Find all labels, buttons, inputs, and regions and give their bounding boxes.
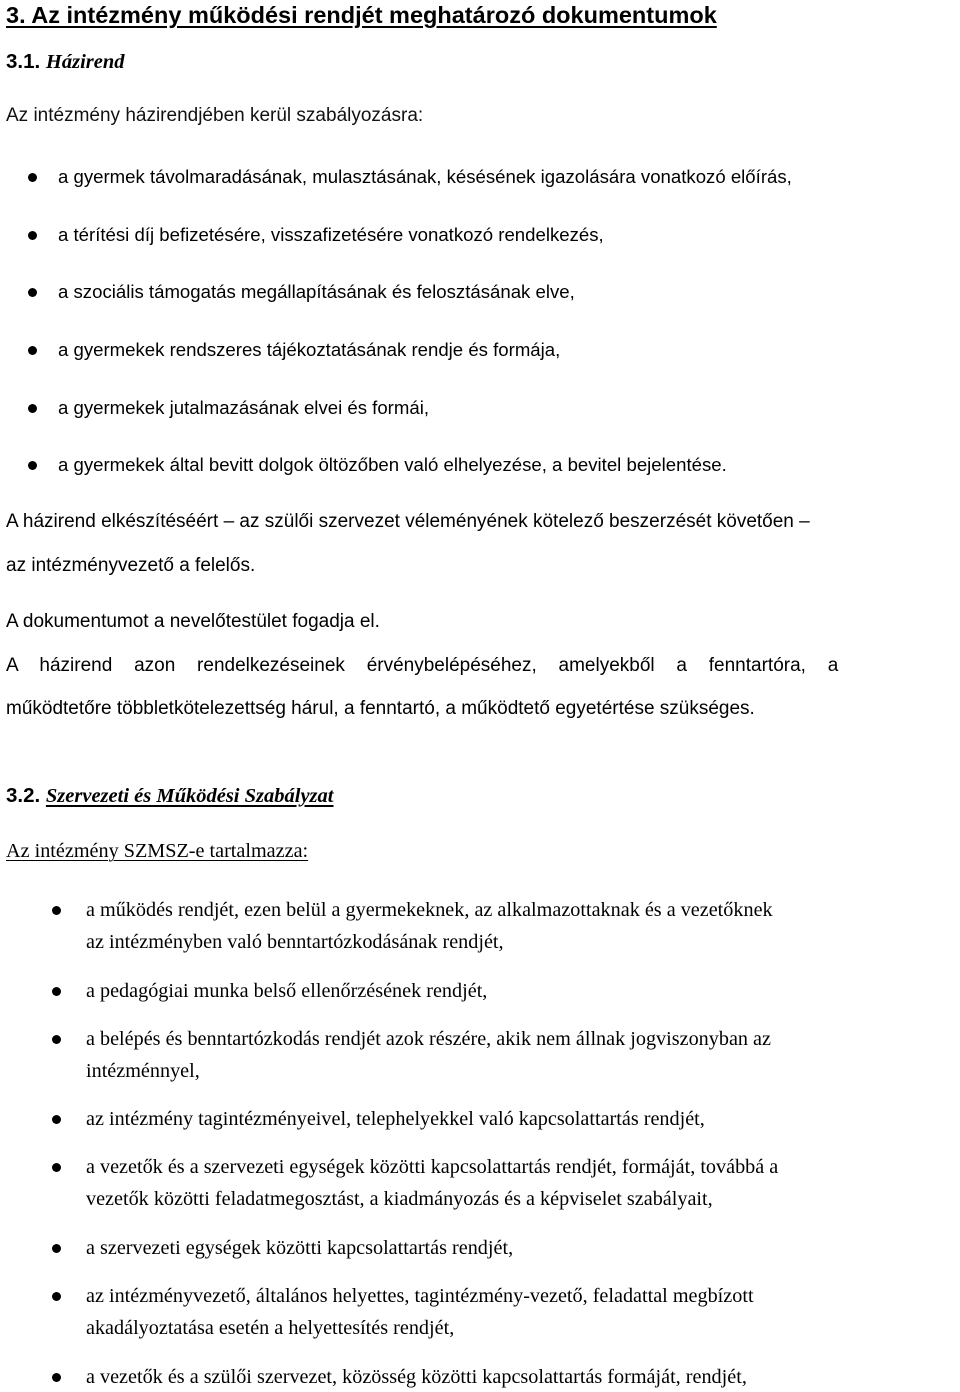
bullet-icon <box>52 1035 61 1044</box>
bullet-icon <box>28 461 37 470</box>
bullet-icon <box>28 231 37 240</box>
list-item-text: a térítési díj befizetésére, visszafizetésére vonatkozó rendelkezés, <box>58 224 604 245</box>
bullet-icon <box>52 1292 61 1301</box>
subsection-number: 3.2. <box>6 784 41 807</box>
list-item-text: a gyermekek által bevitt dolgok öltözőben való elhelyezése, a bevitel bejelentése. <box>58 454 727 475</box>
paragraph-line: A házirend azon rendelkezéseinek érvénybelépéséhez, amelyekből a fenntartóra, a <box>6 655 839 676</box>
subsection-title: Házirend <box>45 51 125 73</box>
list-item-text: a gyermekek jutalmazásának elvei és formái, <box>58 397 430 418</box>
list-item-text: a szociális támogatás megállapításának és felosztásának elve, <box>58 281 575 302</box>
paragraph-line: működtetőre többletkötelezettség hárul, a fenntartó, a működtető egyetértése szükséges. <box>6 698 755 719</box>
list-item-text-continued: akadályoztatása esetén a helyettesítés rendjét, <box>86 1317 455 1339</box>
list-item-text: a vezetők és a szülői szervezet, közösség közötti kapcsolattartás formáját, rendjét, <box>86 1366 747 1388</box>
list-item-text: a gyermekek rendszeres tájékoztatásának rendje és formája, <box>58 339 561 360</box>
list-item-text: a pedagógiai munka belső ellenőrzésének rendjét, <box>86 980 488 1002</box>
subsection-title: Szervezeti és Működési Szabályzat <box>45 785 334 807</box>
bullet-icon <box>28 346 37 355</box>
paragraph-line: az intézményvezető a felelős. <box>6 555 256 576</box>
paragraph-line: A házirend elkészítéséért – az szülői szervezet véleményének kötelező beszerzését követően – <box>6 511 810 532</box>
bullet-icon <box>52 987 61 996</box>
list-item-text: az intézmény tagintézményeivel, telephelyekkel való kapcsolattartás rendjét, <box>86 1108 705 1130</box>
list-item-text-continued: vezetők közötti feladatmegosztást, a kiadmányozás és a képviselet szabályait, <box>86 1188 713 1210</box>
list-item-text: a belépés és benntartózkodás rendjét azok részére, akik nem állnak jogviszonyban az <box>86 1028 771 1050</box>
subsection-heading-szmsz <box>6 782 333 810</box>
list-item-text-continued: az intézményben való benntartózkodásának rendjét, <box>86 931 504 953</box>
section-heading: 3. Az intézmény működési rendjét meghatározó dokumentumok <box>6 2 717 28</box>
paragraph: A dokumentumot a nevelőtestület fogadja el. <box>6 611 380 632</box>
bullet-icon <box>28 404 37 413</box>
bullet-icon <box>52 906 61 915</box>
list-item-text: a vezetők és a szervezeti egységek közötti kapcsolattartás rendjét, formáját, továbbá a <box>86 1156 779 1178</box>
subsection-heading-hazirend <box>6 48 125 76</box>
list-item-text: a működés rendjét, ezen belül a gyermekeknek, az alkalmazottaknak és a vezetőknek <box>86 899 773 921</box>
list-item-text: az intézményvezető, általános helyettes, tagintézmény-vezető, feladattal megbízott <box>86 1285 754 1307</box>
bullet-icon <box>52 1115 61 1124</box>
szmsz-intro: Az intézmény SZMSZ-e tartalmazza: <box>6 840 309 862</box>
list-item-text: a gyermek távolmaradásának, mulasztásának, késésének igazolására vonatkozó előírás, <box>58 166 792 187</box>
hazirend-intro: Az intézmény házirendjében kerül szabályozásra: <box>6 105 424 126</box>
bullet-icon <box>28 288 37 297</box>
bullet-icon <box>52 1163 61 1172</box>
subsection-number: 3.1. <box>6 50 41 73</box>
bullet-icon <box>28 173 37 182</box>
bullet-icon <box>52 1244 61 1253</box>
list-item-text: a szervezeti egységek közötti kapcsolattartás rendjét, <box>86 1237 514 1259</box>
list-item-text-continued: intézménnyel, <box>86 1060 200 1082</box>
bullet-icon <box>52 1373 61 1382</box>
